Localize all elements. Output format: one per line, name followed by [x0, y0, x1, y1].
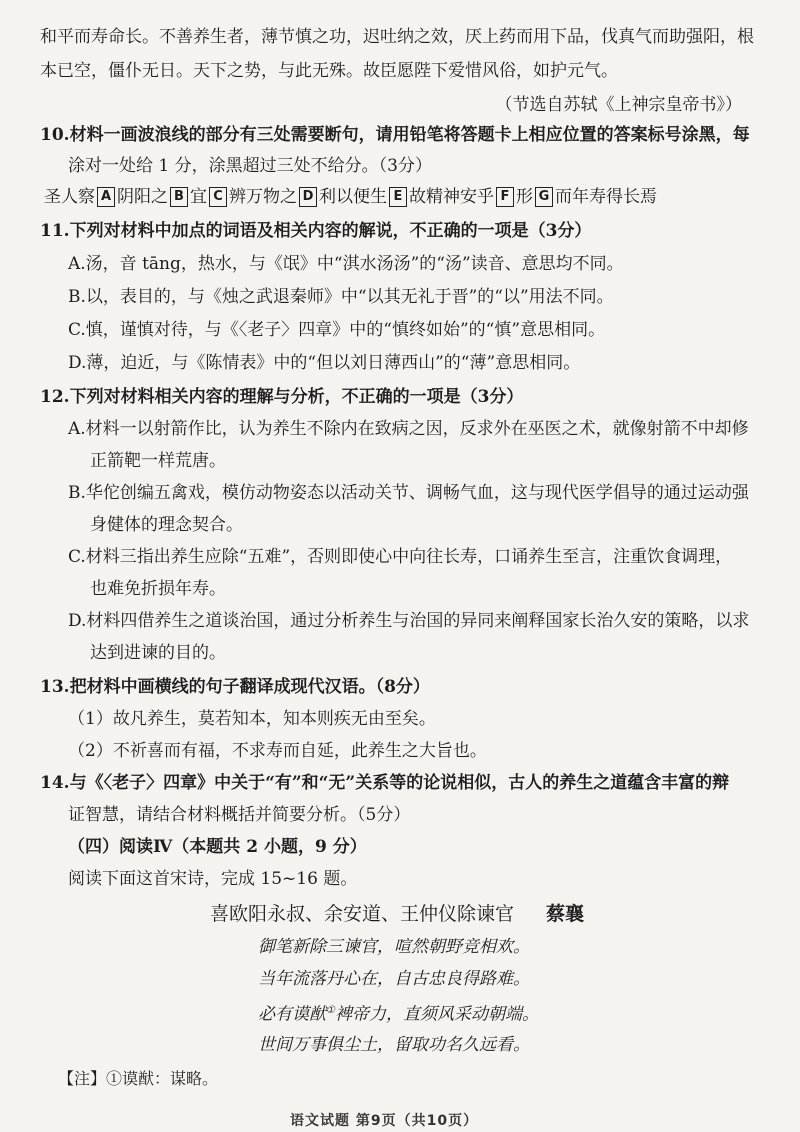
- section-4-heading: （四）阅读Ⅳ（本题共 2 小题，9 分）: [68, 837, 367, 857]
- poem-title: 喜欧阳永叔、余安道、王仲仪除谏官: [210, 903, 515, 925]
- answer-box-d[interactable]: D: [299, 187, 317, 207]
- q10-segment: 辨万物之: [229, 187, 297, 207]
- footnote: 【注】①谟猷：谋略。: [58, 1069, 219, 1088]
- source-citation: （节选自苏轼《上神宗皇帝书》）: [495, 95, 742, 115]
- section-4-instruction: 阅读下面这首宋诗，完成 15~16 题。: [68, 869, 358, 889]
- q12-option-b-line-1[interactable]: B.华佗创编五禽戏，模仿动物姿态以活动关节、调畅气血，这与现代医学倡导的通过运动强: [68, 483, 749, 503]
- q12-option-c-line-1[interactable]: C.材料三指出养生应除“五难”，否则即使心中向往长寿，口诵养生至言，注重饮食调理，: [68, 547, 733, 567]
- answer-box-g[interactable]: G: [535, 187, 553, 207]
- q11-option-d[interactable]: D.薄，迫近，与《陈情表》中的“但以刘日薄西山”的“薄”意思相同。: [68, 353, 581, 373]
- page-footer: 语文试题 第9页（共10页）: [290, 1113, 479, 1129]
- q10-sentence-with-boxes: [44, 186, 657, 208]
- answer-box-e[interactable]: E: [389, 187, 407, 207]
- q12-option-d-line-1[interactable]: D.材料四借养生之道谈治国，通过分析养生与治国的异同来阐释国家长治久安的策略，以求: [68, 611, 750, 631]
- q10-segment: 故精神安乎: [409, 187, 494, 207]
- q12-option-d-line-2[interactable]: 达到进谏的目的。: [90, 643, 226, 663]
- poem-line-3: [258, 1000, 539, 1026]
- q11-option-a[interactable]: A.汤，音 tāng，热水，与《氓》中“淇水汤汤”的“汤”读音、意思均不同。: [68, 254, 624, 274]
- q12-option-a-line-1[interactable]: A.材料一以射箭作比，认为养生不除内在致病之因，反求外在巫医之术，就像射箭不中却修: [68, 419, 749, 439]
- q12-stem: 12.下列对材料相关内容的理解与分析，不正确的一项是（3分）: [40, 387, 524, 407]
- answer-box-c[interactable]: C: [209, 187, 227, 207]
- q10-segment: 而年寿得长焉: [555, 187, 657, 207]
- q12-option-a-line-2[interactable]: 正箭靶一样荒唐。: [90, 451, 226, 471]
- answer-box-a[interactable]: A: [97, 187, 115, 207]
- q12-option-c-line-2[interactable]: 也难免折损年寿。: [90, 579, 226, 599]
- q10-segment: 阴阳之: [117, 187, 168, 207]
- q13-sentence-2: （2）不祈喜而有福，不求寿而自延，此养生之大旨也。: [68, 741, 487, 761]
- intro-line-1: 和平而寿命长。不善养生者，薄节慎之功，迟吐纳之效，厌上药而用下品，伐真气而助强阳，根: [40, 27, 754, 47]
- q13-stem: 13.把材料中画横线的句子翻译成现代汉语。（8分）: [40, 677, 430, 697]
- q11-stem: 11.下列对材料中加点的词语及相关内容的解说，不正确的一项是（3分）: [40, 221, 592, 241]
- q14-stem-line-1: 14.与《〈老子〉四章》中关于“有”和“无”关系等的论说相似，古人的养生之道蕴含丰富的辩: [40, 773, 730, 793]
- q13-sentence-1: （1）故凡养生，莫若知本，知本则疾无由至矣。: [68, 709, 436, 729]
- intro-line-2: 本已空，僵仆无日。天下之势，与此无殊。故臣愿陛下爱惜风俗，如护元气。: [40, 61, 618, 81]
- poem-line-3-part-a: 必有谟猷: [258, 1004, 326, 1025]
- q12-option-b-line-2[interactable]: 身健体的理念契合。: [90, 515, 243, 535]
- q10-segment: 利以便生: [319, 187, 387, 207]
- q10-stem-line-2: 涂对一处给 1 分，涂黑超过三处不给分。（3分）: [68, 156, 432, 176]
- poem-line-1: 御笔新除三谏官，喧然朝野竞相欢。: [258, 937, 530, 957]
- q10-segment: 宜: [190, 187, 207, 207]
- answer-box-b[interactable]: B: [170, 187, 188, 207]
- q11-option-c[interactable]: C.慎，谨慎对待，与《〈老子〉四章》中的“慎终如始”的“慎”意思相同。: [68, 320, 606, 340]
- q14-stem-line-2: 证智慧，请结合材料概括并简要分析。（5分）: [68, 805, 411, 825]
- poem-line-3-part-b: 裨帝力，直须风采动朝端。: [334, 1004, 539, 1025]
- footnote-marker: ①: [326, 1005, 335, 1016]
- poem-line-2: 当年流落丹心在，自古忠良得路难。: [258, 969, 530, 989]
- q10-segment: 圣人察: [44, 187, 95, 207]
- q10-stem-line-1: 10.材料一画波浪线的部分有三处需要断句，请用铅笔将答题卡上相应位置的答案标号涂黑，每: [40, 125, 750, 145]
- poem-line-4: 世间万事俱尘土，留取功名久远看。: [258, 1035, 530, 1055]
- answer-box-f[interactable]: F: [496, 187, 514, 207]
- q10-segment: 形: [516, 187, 533, 207]
- poem-author: 蔡襄: [546, 903, 585, 925]
- q11-option-b[interactable]: B.以，表目的，与《烛之武退秦师》中“以其无礼于晋”的“以”用法不同。: [68, 287, 614, 307]
